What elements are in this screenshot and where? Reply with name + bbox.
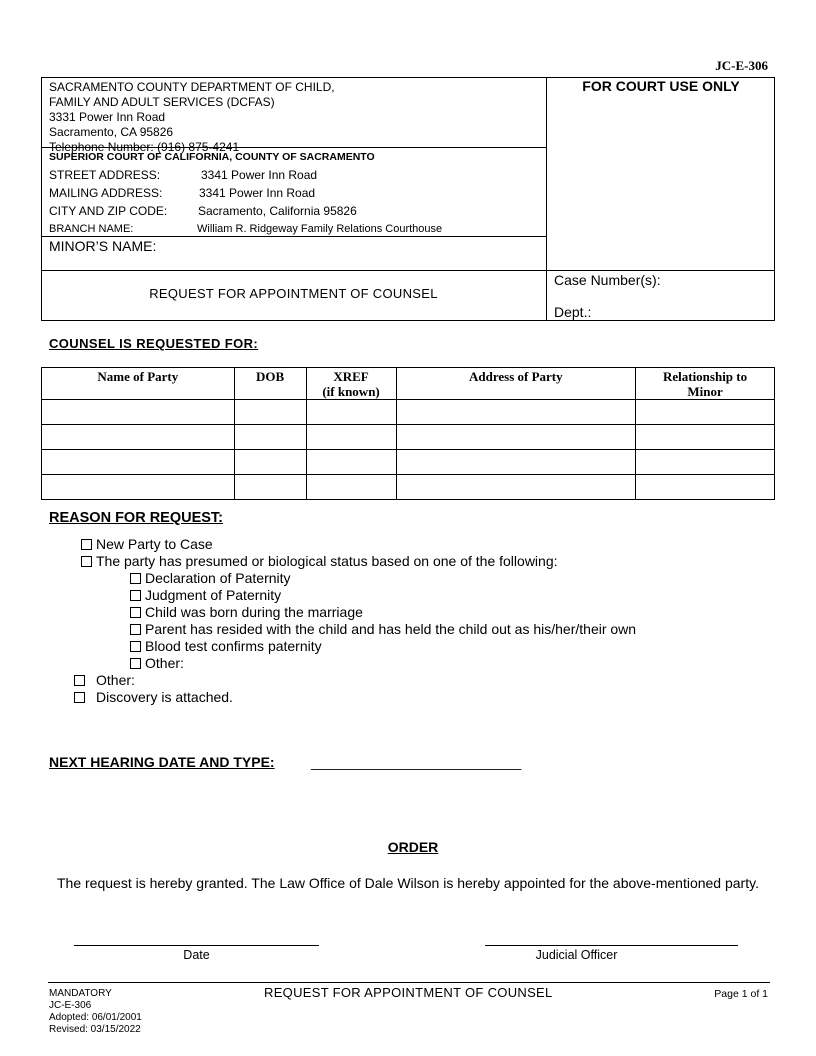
footer-adopted: Adopted: 06/01/2001 <box>49 1012 142 1023</box>
caption-divider-court <box>41 236 547 237</box>
court-name: SUPERIOR COURT OF CALIFORNIA, COUNTY OF SACRAMENTO <box>49 151 375 163</box>
agency-line: Sacramento, CA 95826 <box>49 125 174 139</box>
agency-line: SACRAMENTO COUNTY DEPARTMENT OF CHILD, <box>49 80 335 94</box>
checkbox[interactable] <box>81 539 92 550</box>
checkbox[interactable] <box>130 573 141 584</box>
court-use-label: FOR COURT USE ONLY <box>582 78 740 94</box>
footer-mandatory: MANDATORY <box>49 988 112 999</box>
reason-blood-test[interactable]: Blood test confirms paternity <box>130 638 322 655</box>
reason-other[interactable]: Other: <box>74 672 135 689</box>
checkbox[interactable] <box>74 675 85 686</box>
table-header-row <box>42 368 775 400</box>
form-id-top: JC-E-306 <box>715 58 768 73</box>
next-hearing-field[interactable]: ___________________________ <box>311 754 522 770</box>
agency-line: 3331 Power Inn Road <box>49 110 166 124</box>
caption-divider-vertical <box>546 77 547 321</box>
order-text: The request is hereby granted. The Law Office of Dale Wilson is hereby appointed for the above-mentioned party. <box>57 875 759 891</box>
col-name-header: Name of Party <box>42 368 235 400</box>
table-row[interactable] <box>42 400 775 425</box>
judicial-officer-label: Judicial Officer <box>535 948 618 962</box>
reason-presumed[interactable]: The party has presumed or biological status based on one of the following: <box>81 553 558 570</box>
checkbox[interactable] <box>130 641 141 652</box>
reason-other-sub[interactable]: Other: <box>130 655 184 672</box>
caption-border-left <box>41 77 42 321</box>
reason-declaration[interactable]: Declaration of Paternity <box>130 570 291 587</box>
col-xref-header: XREF (if known) <box>306 368 396 400</box>
checkbox[interactable] <box>81 556 92 567</box>
table-row[interactable] <box>42 475 775 500</box>
next-hearing-label: NEXT HEARING DATE AND TYPE: <box>49 754 275 770</box>
footer-rule <box>48 982 770 983</box>
col-address-header: Address of Party <box>396 368 636 400</box>
officer-signature-line <box>485 945 738 946</box>
minor-name-label: MINOR’S NAME: <box>49 238 157 254</box>
col-relationship-header: Relationship to Minor <box>636 368 775 400</box>
table-row[interactable] <box>42 450 775 475</box>
city-label: CITY AND ZIP CODE: <box>49 204 168 218</box>
order-heading: ORDER <box>387 839 439 855</box>
reason-born-marriage[interactable]: Child was born during the marriage <box>130 604 363 621</box>
agency-line: FAMILY AND ADULT SERVICES (DCFAS) <box>49 95 275 109</box>
mailing-value: 3341 Power Inn Road <box>199 186 316 200</box>
dept-label: Dept.: <box>554 304 592 320</box>
checkbox[interactable] <box>74 692 85 703</box>
footer-form-id: JC-E-306 <box>49 1000 92 1011</box>
col-dob-header: DOB <box>234 368 306 400</box>
checkbox[interactable] <box>130 624 141 635</box>
date-signature-line <box>74 945 319 946</box>
caption-border-right <box>774 77 775 321</box>
agency-block <box>49 80 335 155</box>
form-title: REQUEST FOR APPOINTMENT OF COUNSEL <box>149 286 438 301</box>
parties-table <box>41 367 775 500</box>
reason-judgment[interactable]: Judgment of Paternity <box>130 587 281 604</box>
reason-new-party[interactable]: New Party to Case <box>81 536 213 553</box>
city-value: Sacramento, California 95826 <box>198 204 357 218</box>
footer-page: Page 1 of 1 <box>714 988 768 1000</box>
footer-meta <box>49 988 142 1036</box>
table-row[interactable] <box>42 425 775 450</box>
street-label: STREET ADDRESS: <box>49 168 161 182</box>
caption-border-bottom <box>41 320 775 321</box>
mailing-label: MAILING ADDRESS: <box>49 186 163 200</box>
reason-heading: REASON FOR REQUEST: <box>49 510 224 526</box>
case-number-label: Case Number(s): <box>554 272 661 288</box>
footer-title: REQUEST FOR APPOINTMENT OF COUNSEL <box>264 985 553 1000</box>
checkbox[interactable] <box>130 590 141 601</box>
checkbox[interactable] <box>130 607 141 618</box>
reason-resided[interactable]: Parent has resided with the child and has held the child out as his/her/their own <box>130 621 636 638</box>
street-value: 3341 Power Inn Road <box>201 168 318 182</box>
checkbox[interactable] <box>130 658 141 669</box>
reason-discovery[interactable]: Discovery is attached. <box>74 689 233 706</box>
branch-label: BRANCH NAME: <box>49 223 134 235</box>
caption-divider-title <box>41 270 775 271</box>
agency-line: Telephone Number: (916) 875-4241 <box>49 140 240 154</box>
branch-value: William R. Ridgeway Family Relations Courthouse <box>197 223 443 235</box>
counsel-heading: COUNSEL IS REQUESTED FOR: <box>49 336 259 351</box>
footer-revised: Revised: 03/15/2022 <box>49 1024 141 1035</box>
date-label: Date <box>183 948 210 962</box>
